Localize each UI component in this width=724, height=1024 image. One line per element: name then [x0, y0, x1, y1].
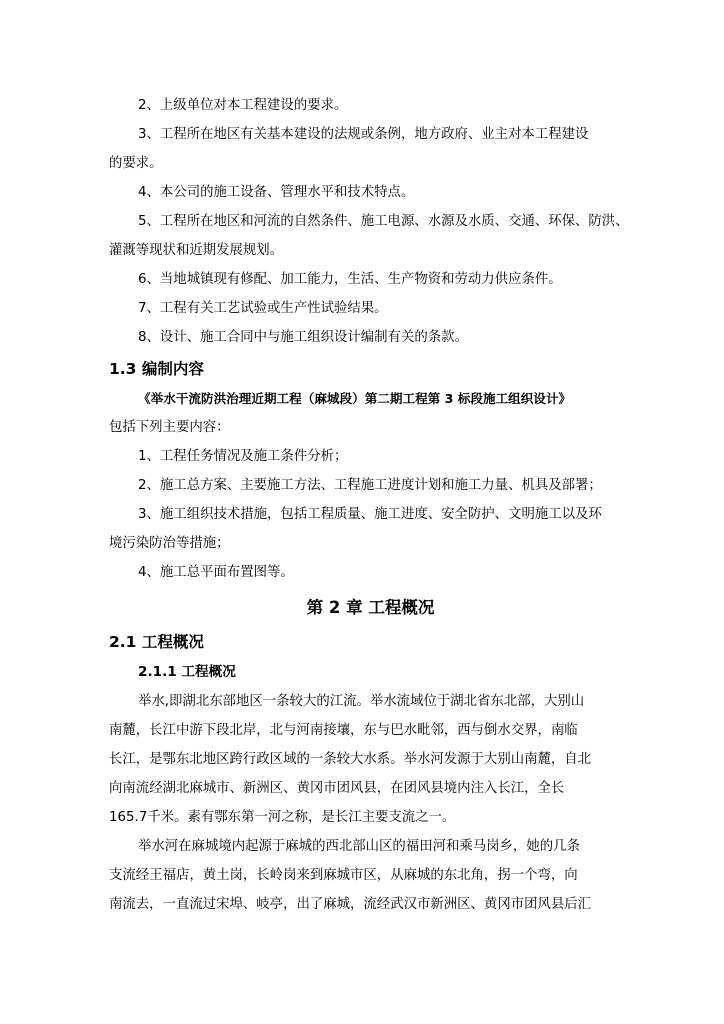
contents-item-2: 2、施工总方案、主要施工方法、工程施工进度计划和施工力量、机具及部署； [138, 478, 602, 493]
paragraph-2-line-2: 支流经王福店，黄土岗，长岭岗来到麻城市区，从麻城的东北角，拐一个弯，向 [109, 868, 578, 883]
section-heading-2-1: 2.1 工程概况 [109, 633, 204, 651]
paragraph-1-line-5: 165.7千米。素有鄂东第一河之称，是长江主要支流之一。 [109, 810, 456, 825]
basis-item-7: 7、工程有关工艺试验或生产性试验结果。 [138, 301, 388, 316]
paragraph-1-line-2: 南麓，长江中游下段北岸，北与河南接壤，东与巴水毗邻，西与倒水交界，南临 [109, 723, 578, 738]
section-heading-1-3: 1.3 编制内容 [109, 360, 204, 378]
basis-item-5: 5、工程所在地区和河流的自然条件、施工电源、水源及水质、交通、环保、防洪、 [138, 214, 629, 229]
subsection-heading-2-1-1: 2.1.1 工程概况 [138, 664, 236, 680]
basis-item-6: 6、当地城镇现有修配、加工能力，生活、生产物资和劳动力供应条件。 [138, 272, 562, 287]
basis-item-5-cont: 灌溉等现状和近期发展规划。 [109, 243, 284, 258]
basis-item-2: 2、上级单位对本工程建设的要求。 [138, 98, 348, 113]
basis-item-3-cont: 的要求。 [109, 156, 163, 171]
basis-item-4: 4、本公司的施工设备、管理水平和技术特点。 [138, 185, 415, 200]
contents-item-3: 3、施工组织技术措施，包括工程质量、施工进度、安全防护、文明施工以及环 [138, 507, 602, 522]
contents-intro: 包括下列主要内容： [109, 420, 230, 435]
contents-item-3-cont: 境污染防治等措施； [109, 536, 230, 551]
paragraph-1-line-1: 举水,即湖北东部地区一条较大的江流。举水流域位于湖北省东北部，大别山 [138, 694, 585, 709]
contents-item-1: 1、工程任务情况及施工条件分析； [138, 449, 348, 464]
document-body [109, 91, 632, 919]
paragraph-1-line-4: 向南流经湖北麻城市、新洲区、黄冈市团风县，在团风县境内注入长江，全长 [109, 781, 565, 796]
document-title-reference: 《举水干流防洪治理近期工程（麻城段）第二期工程第 3 标段施工组织设计》 [138, 391, 572, 406]
basis-item-8: 8、设计、施工合同中与施工组织设计编制有关的条款。 [138, 330, 468, 345]
contents-item-4: 4、施工总平面布置图等。 [138, 565, 294, 580]
paragraph-2-line-1: 举水河在麻城境内起源于麻城的西北部山区的福田河和乘马岗乡，她的几条 [138, 839, 580, 854]
basis-item-3: 3、工程所在地区有关基本建设的法规或条例，地方政府、业主对本工程建设 [138, 127, 589, 142]
paragraph-1-line-3: 长江，是鄂东北地区跨行政区域的一条较大水系。举水河发源于大别山南麓，自北 [109, 752, 592, 767]
paragraph-2-line-3: 南流去，一直流过宋埠、岐亭，出了麻城，流经武汉市新洲区、黄冈市团风县后汇 [109, 897, 592, 912]
chapter-2-title: 第 2 章 工程概况 [306, 598, 435, 617]
